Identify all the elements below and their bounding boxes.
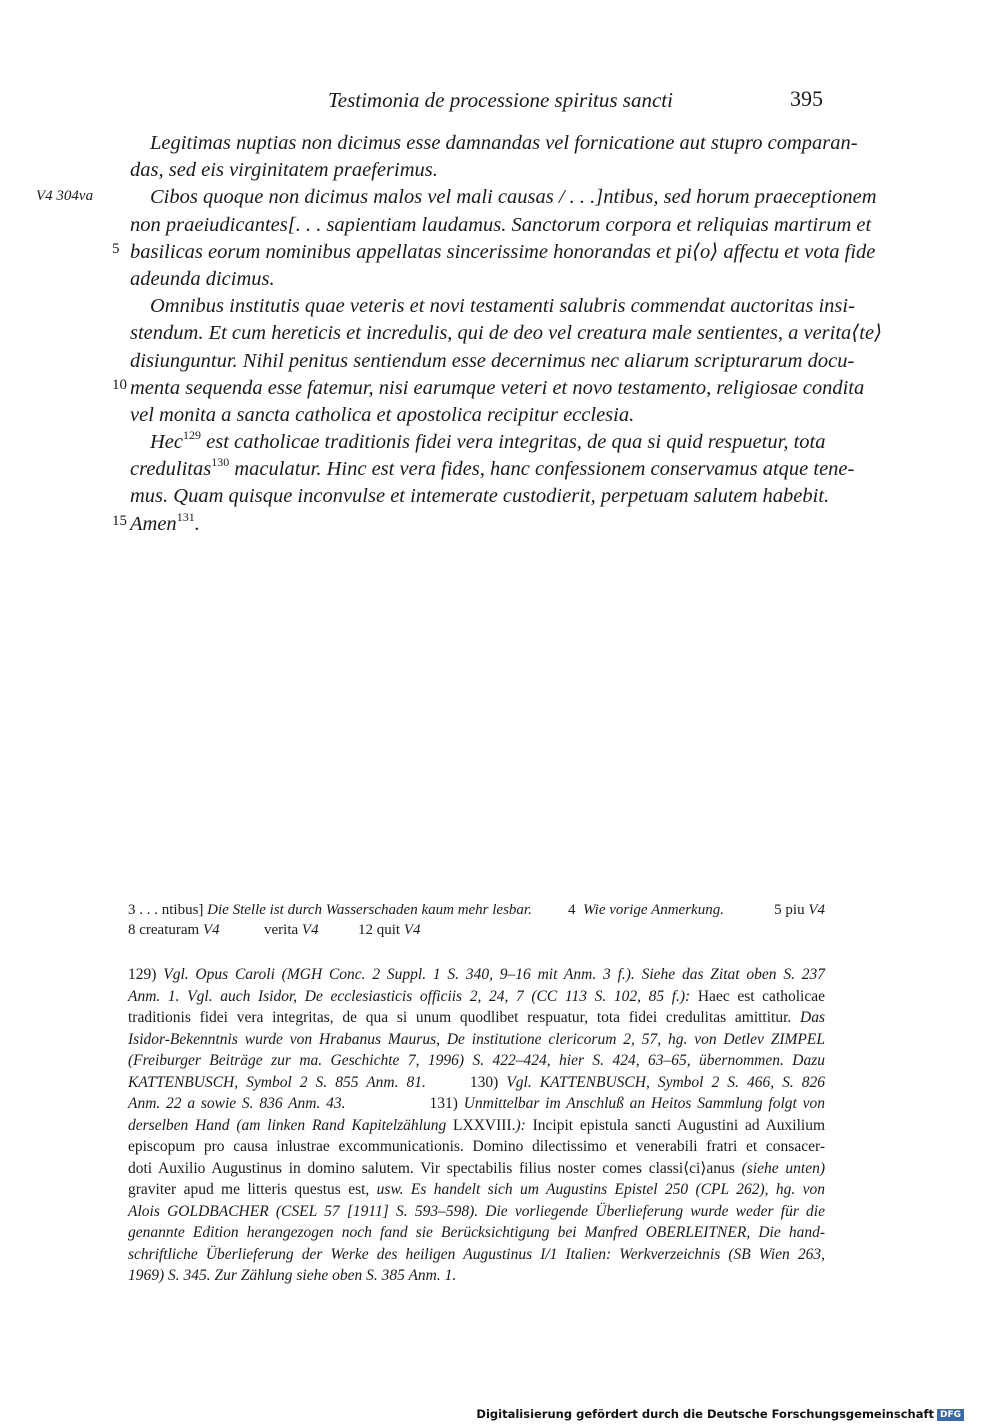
footnote-line	[128, 1158, 825, 1180]
footnote-text: (Freiburger Beiträge zur ma. Geschichte 7, 1996) S. 422–424, hier S. 424, 63–65, übernommen. Dazu	[128, 1052, 825, 1069]
text-line: das, sed eis virginitatem praeferimus.	[130, 159, 438, 182]
footnote-line	[128, 964, 825, 986]
apparatus-lemma: 3 . . . ntibus]	[128, 902, 204, 918]
footnote-line	[128, 1050, 825, 1072]
text-line: adeunda dicimus.	[130, 267, 275, 290]
apparatus-lemma: 12 quit	[358, 922, 401, 938]
text-line: Legitimas nuptias non dicimus esse damnandas vel fornicatione aut stupro comparan-	[150, 132, 858, 154]
apparatus-line-number: 4	[568, 902, 576, 918]
text-fragment: maculatur. Hinc est vera fides, hanc confessionem conservamus atque tene-	[229, 458, 855, 481]
text-fragment: est catholicae traditionis fidei vera integritas, de qua si quid respuetur, tota	[201, 431, 826, 454]
footnote-text: Anm. 1. Vgl. auch Isidor, De ecclesiasticis officiis 2, 24, 7 (CC 113 S. 102, 85 f.):	[128, 987, 691, 1005]
footnote-text: Isidor-Bekenntnis wurde von Hrabanus Maurus, De institutione clericorum 2, 57, hg. von Detlev ZIMPEL	[128, 1030, 825, 1048]
footnote-text: genannte Edition herangezogen noch fand sie Berücksichtigung bei Manfred OBERLEITNER, Die hand-	[128, 1224, 825, 1241]
line-number: 15	[112, 513, 127, 529]
line-number: 10	[112, 377, 127, 393]
text-line: non praeiudicantes[. . . sapientiam laudamus. Sanctorum corpora et reliquias martirum et	[130, 213, 872, 236]
footnote-line	[128, 986, 825, 1008]
text-fragment: .	[194, 512, 200, 535]
manuscript-siglum: V4	[202, 922, 220, 938]
apparatus-entry	[264, 920, 319, 940]
footnote-line	[128, 1072, 825, 1094]
footnote-text: 1969) S. 345. Zur Zählung siehe oben S. 385 Anm. 1.	[128, 1267, 457, 1284]
text-line: menta sequenda esse fatemur, nisi earumque veteri et novo testamento, religiosae condita	[130, 376, 865, 399]
main-text	[130, 130, 883, 538]
footnote-quote: Incipit epistula sancti Augustini ad Auxilium	[525, 1116, 825, 1134]
footnote-text: usw. Es handelt sich um Augustins Epistel 250 (CPL 262), hg. von	[369, 1181, 825, 1198]
credit-text: Digitalisierung gefördert durch die Deutsche Forschungsgemeinschaft	[476, 1407, 934, 1421]
footnote-line	[128, 1201, 825, 1223]
footnote-number: 130)	[469, 1073, 499, 1091]
critical-apparatus	[128, 900, 825, 940]
line-number: 5	[112, 241, 120, 257]
apparatus-note: Wie vorige Anmerkung.	[583, 902, 724, 918]
footnote-text: Vgl. KATTENBUSCH, Symbol 2 S. 466, S. 826	[498, 1073, 825, 1091]
text-fragment: Hec	[150, 431, 184, 454]
footnote-marker: 129	[183, 428, 202, 443]
footnotes	[128, 964, 825, 1287]
footnote-line	[128, 1007, 825, 1029]
footnote-line	[128, 1222, 825, 1244]
footnote-quote: doti Auxilio Augustinus in domino salutem. Vir spectabilis filius noster comes classi⟨ci⟩anus	[128, 1159, 735, 1177]
text-line: mus. Quam quisque inconvulse et intemerate custodierit, perpetuam salutem habebit.	[130, 485, 830, 508]
footnote-text: Unmittelbar im Anschluß an Heitos Sammlung folgt von	[457, 1095, 825, 1112]
text-line	[130, 511, 825, 538]
text-line: stendum. Et cum hereticis et incredulis, qui de deo vel creatura male sentientes, a verita⟨te⟩	[130, 322, 883, 345]
footnote-quote: episcopum pro causa inlustrae excommunicationis. Domino dilectissimo et venerabili fratri et consacer-	[128, 1138, 825, 1155]
text-line: disiunguntur. Nihil penitus sentiendum esse decernimus nec aliarum scripturarum docu-	[130, 349, 855, 372]
footnote-quote: traditionis fidei vera integritas, de qua si unum quodlibet respuatur, tota fidei credulitas amittitur.	[128, 1009, 792, 1026]
footnote-marker: 130	[211, 455, 230, 470]
footnote-number: 129)	[128, 966, 157, 983]
text-line: vel monita a sancta catholica et apostolica recipitur ecclesia.	[130, 403, 635, 426]
apparatus-lemma: 5 piu	[774, 902, 805, 918]
apparatus-row	[128, 920, 825, 940]
apparatus-note: Die Stelle ist durch Wasserschaden kaum mehr lesbar.	[207, 902, 532, 918]
apparatus-lemma: 8 creaturam	[128, 922, 200, 938]
running-title: Testimonia de processione spiritus sancti	[328, 88, 673, 112]
apparatus-entry	[358, 920, 421, 940]
manuscript-siglum: V4	[301, 922, 319, 938]
apparatus-entry	[568, 900, 724, 920]
footnote-text: Vgl. Opus Caroli (MGH Conc. 2 Suppl. 1 S. 340, 9–16 mit Anm. 3 f.). Siehe das Zitat oben S. 237	[163, 966, 825, 983]
footnote-text: Anm. 22 a sowie S. 836 Anm. 43.	[128, 1095, 346, 1112]
footnote-text: KATTENBUSCH, Symbol 2 S. 855 Anm. 81.	[128, 1073, 426, 1091]
footnote-line	[128, 1093, 825, 1115]
text-line: basilicas eorum nominibus appellatas sincerissime honorandas et pi⟨o⟩ affectu et vota fide	[130, 240, 876, 263]
footnote-quote: graviter apud me litteris questus est,	[128, 1181, 370, 1198]
text-line: Cibos quoque non dicimus malos vel mali causas / . . .]ntibus, sed horum praeceptionem	[150, 186, 877, 209]
footnote-line	[128, 1115, 825, 1137]
footnote-quote: Haec est catholicae	[690, 987, 825, 1005]
manuscript-siglum: V4	[403, 922, 421, 938]
dfg-logo: DFG	[937, 1409, 964, 1421]
digitization-credit	[476, 1407, 964, 1421]
apparatus-row	[128, 900, 825, 920]
footnote-line	[128, 1179, 825, 1201]
footnote-marker: 131	[176, 509, 195, 524]
footnote-text: derselben Hand (am linken Rand Kapitelzählung	[128, 1116, 447, 1134]
text-line	[130, 429, 825, 456]
apparatus-entry	[774, 900, 825, 920]
margin-folio-reference: V4 304va	[36, 188, 94, 204]
footnote-text: Das	[791, 1009, 825, 1026]
footnote-number: 131)	[429, 1095, 458, 1112]
footnote-line	[128, 1136, 825, 1158]
text-fragment: Amen	[130, 512, 177, 535]
footnote-quote: LXXVIII.	[446, 1116, 516, 1134]
footnote-text: schriftliche Überlieferung der Werke des heiligen Augustinus I/1 Italien: Werkverzeichnis (SB Wien 263,	[128, 1245, 825, 1263]
text-line	[130, 455, 855, 483]
footnote-line	[128, 1265, 825, 1287]
text-line: Omnibus institutis quae veteris et novi testamenti salubris commendat auctoritas insi-	[150, 295, 855, 318]
footnote-text: (siehe unten)	[734, 1159, 825, 1177]
footnote-line	[128, 1029, 825, 1051]
manuscript-siglum: V4	[808, 902, 825, 918]
text-fragment: credulitas	[130, 458, 212, 481]
apparatus-lemma: verita	[264, 922, 299, 938]
footnote-line	[128, 1244, 825, 1266]
footnote-text: Alois GOLDBACHER (CSEL 57 [1911] S. 593–598). Die vorliegende Überlieferung wurde weder für die	[128, 1202, 825, 1220]
footnote-text: ):	[515, 1116, 526, 1134]
page-number: 395	[790, 86, 823, 111]
